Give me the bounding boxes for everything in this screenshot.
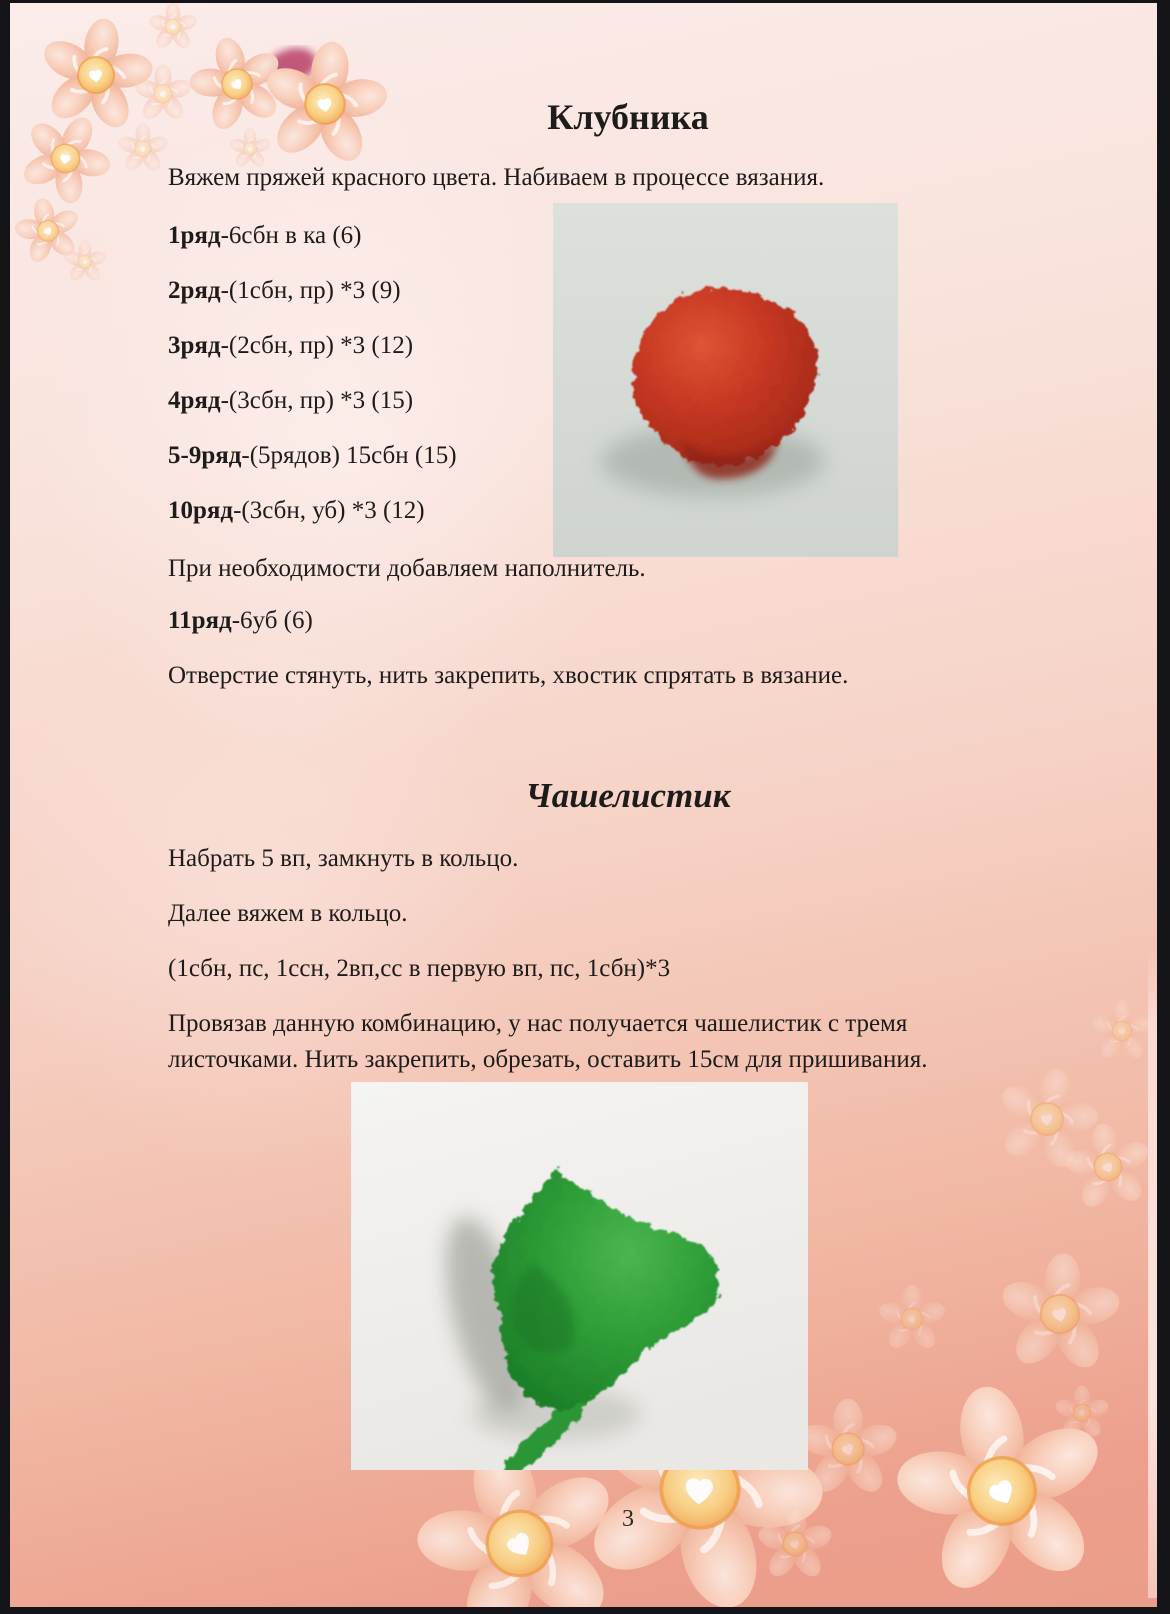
row-text: -(3сбн, пр) *3 (15): [220, 387, 414, 414]
pattern-row: [168, 493, 1008, 529]
pattern-row: [168, 328, 1008, 364]
row-label: 10ряд: [168, 497, 234, 524]
pattern-text: [10, 3, 1157, 1607]
row-label: 1ряд: [168, 222, 221, 249]
page-background: [10, 3, 1157, 1607]
row-label: 5-9ряд: [168, 442, 242, 469]
sepal-step: (1сбн, пс, 1ссн, 2вп,сс в первую вп, пс, 1сбн)*3: [168, 955, 671, 982]
pattern-row: [168, 218, 1008, 254]
page-number: 3: [622, 1506, 634, 1532]
row-label: 2ряд: [168, 277, 221, 304]
row-text: -(2сбн, пр) *3 (12): [220, 332, 414, 359]
row-text: -(1сбн, пр) *3 (9): [220, 277, 401, 304]
section-title-sepal: Чашелистик: [525, 776, 731, 815]
row-label: 3ряд: [168, 332, 221, 359]
row-text: -6сбн в ка (6): [220, 222, 362, 249]
sepal-finishing-paragraph: Провязав данную комбинацию, у нас получается чашелистик с тремя листочками. Нить закрепить, обрезать, оставить 15см для пришивания.: [168, 1010, 928, 1073]
row-text: -(5рядов) 15сбн (15): [241, 442, 457, 469]
intro-paragraph: Вяжем пряжей красного цвета. Набиваем в процессе вязания.: [168, 164, 825, 191]
pattern-row: [168, 383, 1008, 419]
pattern-row: [168, 438, 1008, 474]
row-text: -(3сбн, уб) *3 (12): [233, 497, 425, 524]
row-label: 4ряд: [168, 387, 221, 414]
sepal-step: Набрать 5 вп, замкнуть в кольцо.: [168, 845, 519, 872]
stuffing-note: При необходимости добавляем наполнитель.: [168, 555, 646, 582]
pattern-row: [168, 273, 1008, 309]
row-label: 11ряд: [168, 607, 232, 634]
sepal-step: Далее вяжем в кольцо.: [168, 900, 408, 927]
pattern-row: [168, 603, 1008, 639]
row-text: -6уб (6): [231, 607, 313, 634]
finishing-note: Отверстие стянуть, нить закрепить, хвостик спрятать в вязание.: [168, 662, 849, 689]
section-title-strawberry: Клубника: [547, 97, 709, 137]
